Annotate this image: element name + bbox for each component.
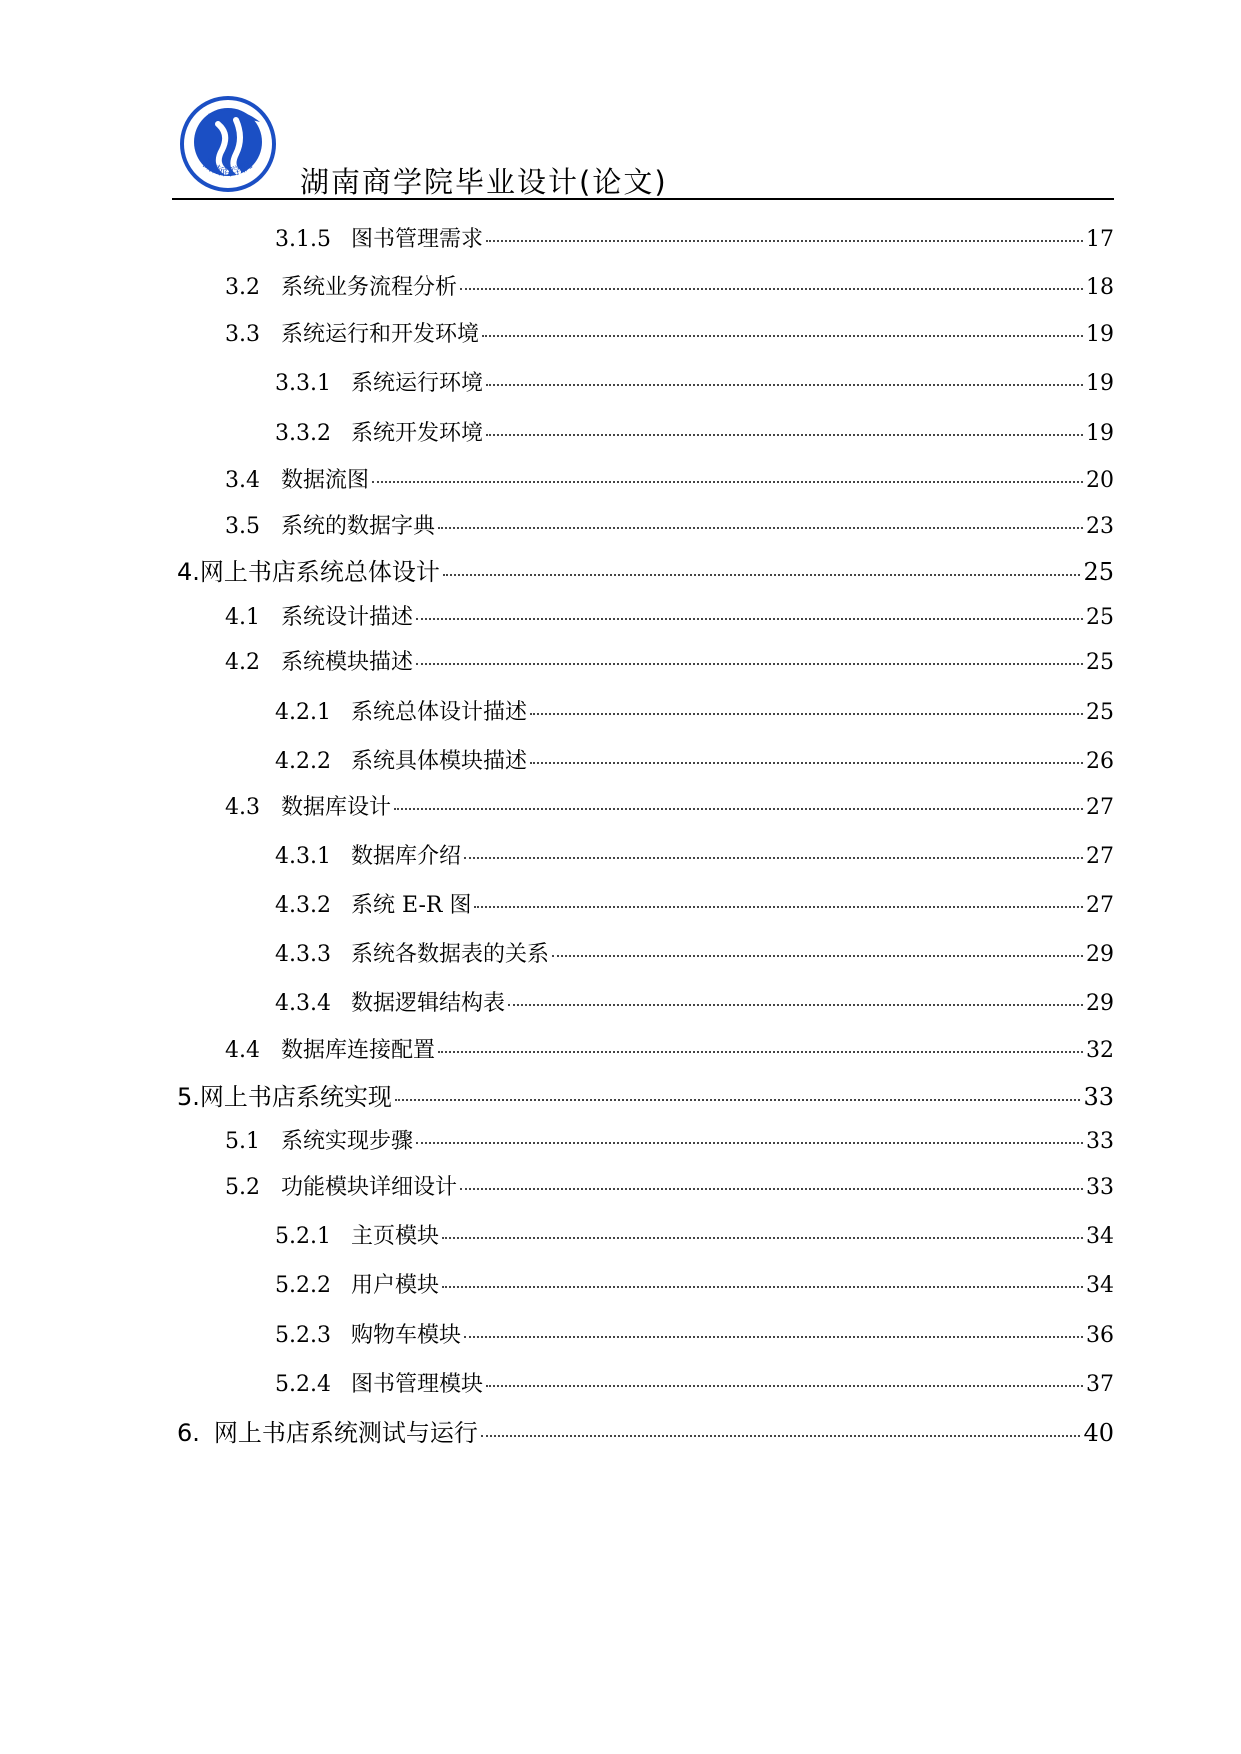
- toc-entry-5-1[interactable]: [225, 1124, 1114, 1154]
- toc-entry-4-2-2[interactable]: [275, 744, 1114, 774]
- toc-entry-number: 4.4: [225, 1038, 260, 1063]
- toc-dot-leader: [442, 1237, 1083, 1239]
- toc-entry-page-number: 33: [1086, 1175, 1114, 1200]
- logo-text: 湖南商学院: [200, 157, 255, 179]
- toc-entry-page-number: 26: [1086, 749, 1114, 774]
- toc-entry-page-number: 34: [1086, 1224, 1114, 1249]
- toc-entry-page-number: 25: [1083, 558, 1114, 586]
- toc-entry-title: 系统总体设计描述: [351, 700, 528, 725]
- toc-entry-number: 3.2: [225, 275, 260, 300]
- toc-entry-title: 系统各数据表的关系: [351, 942, 550, 967]
- toc-entry-3-3-2[interactable]: [275, 416, 1114, 446]
- toc-entry-title: 图书管理模块: [351, 1372, 484, 1397]
- toc-dot-leader: [486, 240, 1083, 242]
- toc-entry-page-number: 20: [1086, 468, 1114, 493]
- toc-entry-4-3-1[interactable]: [275, 839, 1114, 869]
- toc-entry-page-number: 33: [1086, 1129, 1114, 1154]
- toc-dot-leader: [394, 808, 1083, 810]
- toc-entry-title: 系统 E-R 图: [351, 893, 472, 918]
- toc-dot-leader: [460, 1188, 1083, 1190]
- toc-entry-title: 系统运行和开发环境: [281, 322, 480, 347]
- toc-dot-leader: [395, 1099, 1081, 1101]
- toc-entry-number: 4.3.4: [275, 991, 331, 1016]
- toc-entry-number: 3.5: [225, 514, 260, 539]
- toc-entry-4-4[interactable]: [225, 1033, 1114, 1063]
- toc-entry-4-1[interactable]: [225, 600, 1114, 630]
- document-header-title: 湖南商学院毕业设计(论文): [300, 165, 668, 199]
- toc-entry-5-2-1[interactable]: [275, 1219, 1114, 1249]
- toc-entry-number: 4.2: [225, 650, 260, 675]
- toc-entry-number: 3.1.5: [275, 227, 331, 252]
- toc-entry-page-number: 27: [1086, 795, 1114, 820]
- toc-entry-title: 网上书店系统总体设计: [199, 558, 440, 586]
- toc-entry-3-3[interactable]: [225, 317, 1114, 347]
- toc-entry-title: 主页模块: [351, 1224, 440, 1249]
- toc-dot-leader: [530, 762, 1083, 764]
- toc-entry-title: 用户模块: [351, 1273, 440, 1298]
- toc-entry-page-number: 18: [1086, 275, 1114, 300]
- toc-entry-page-number: 32: [1086, 1038, 1114, 1063]
- toc-entry-page-number: 40: [1083, 1419, 1114, 1447]
- toc-entry-5-2-3[interactable]: [275, 1318, 1114, 1348]
- toc-entry-number: 4.2.2: [275, 749, 331, 774]
- toc-entry-title: 系统实现步骤: [281, 1129, 414, 1154]
- toc-dot-leader: [486, 434, 1083, 436]
- toc-entry-page-number: 37: [1086, 1372, 1114, 1397]
- toc-entry-3-4[interactable]: [225, 463, 1114, 493]
- toc-entry-3-3-1[interactable]: [275, 366, 1114, 396]
- toc-entry-number: 4.3.3: [275, 942, 331, 967]
- toc-entry-page-number: 19: [1086, 421, 1114, 446]
- toc-entry-4-2-1[interactable]: [275, 695, 1114, 725]
- toc-entry-number: 5.2.4: [275, 1372, 331, 1397]
- toc-entry-title: 系统具体模块描述: [351, 749, 528, 774]
- toc-entry-page-number: 25: [1086, 700, 1114, 725]
- toc-entry-5-2-2[interactable]: [275, 1268, 1114, 1298]
- toc-entry-number: 3.3.1: [275, 371, 331, 396]
- toc-entry-title: 购物车模块: [351, 1323, 462, 1348]
- toc-entry-title: 系统开发环境: [351, 421, 484, 446]
- toc-entry-page-number: 29: [1086, 991, 1114, 1016]
- toc-entry-number: 5.: [177, 1083, 200, 1111]
- toc-entry-page-number: 36: [1086, 1323, 1114, 1348]
- toc-dot-leader: [464, 857, 1083, 859]
- toc-entry-page-number: 25: [1086, 650, 1114, 675]
- toc-entry-5-2-4[interactable]: [275, 1367, 1114, 1397]
- toc-entry-page-number: 19: [1086, 371, 1114, 396]
- toc-entry-title: 数据库介绍: [351, 844, 462, 869]
- toc-entry-title: 系统模块描述: [281, 650, 414, 675]
- toc-dot-leader: [482, 335, 1083, 337]
- toc-dot-leader: [508, 1004, 1083, 1006]
- toc-entry-4-3-2[interactable]: [275, 888, 1114, 918]
- toc-entry-page-number: 33: [1083, 1083, 1114, 1111]
- toc-entry-5-2[interactable]: [225, 1170, 1114, 1200]
- toc-dot-leader: [416, 663, 1083, 665]
- toc-entry-number: 4.3.1: [275, 844, 331, 869]
- toc-dot-leader: [416, 618, 1083, 620]
- toc-entry-number: 5.2.2: [275, 1273, 331, 1298]
- toc-entry-page-number: 27: [1086, 844, 1114, 869]
- toc-entry-page-number: 34: [1086, 1273, 1114, 1298]
- toc-dot-leader: [486, 384, 1083, 386]
- toc-entry-number: 4.3: [225, 795, 260, 820]
- toc-dot-leader: [438, 1051, 1083, 1053]
- toc-entry-page-number: 29: [1086, 942, 1114, 967]
- toc-entry-number: 4.2.1: [275, 700, 331, 725]
- toc-entry-5[interactable]: [177, 1077, 1114, 1111]
- toc-entry-title: 数据库设计: [281, 795, 392, 820]
- toc-entry-page-number: 23: [1086, 514, 1114, 539]
- toc-entry-number: 5.2: [225, 1175, 260, 1200]
- toc-entry-title: 图书管理需求: [351, 227, 484, 252]
- toc-entry-page-number: 19: [1086, 322, 1114, 347]
- toc-entry-number: 6.: [177, 1419, 200, 1447]
- toc-dot-leader: [438, 527, 1083, 529]
- toc-dot-leader: [486, 1385, 1083, 1387]
- toc-dot-leader: [443, 574, 1081, 576]
- toc-entry-6[interactable]: [177, 1413, 1114, 1447]
- toc-dot-leader: [460, 288, 1083, 290]
- toc-dot-leader: [552, 955, 1083, 957]
- toc-entry-page-number: 25: [1086, 605, 1114, 630]
- toc-entry-number: 4.: [177, 558, 200, 586]
- toc-entry-title: 数据库连接配置: [281, 1038, 436, 1063]
- toc-entry-page-number: 17: [1086, 227, 1114, 252]
- toc-entry-3-5[interactable]: [225, 509, 1114, 539]
- toc-entry-title: 系统运行环境: [351, 371, 484, 396]
- toc-entry-4[interactable]: [177, 552, 1114, 586]
- toc-entry-title: 系统设计描述: [281, 605, 414, 630]
- toc-entry-page-number: 27: [1086, 893, 1114, 918]
- toc-entry-title: 网上书店系统实现: [199, 1083, 392, 1111]
- toc-dot-leader: [372, 481, 1083, 483]
- toc-entry-number: 4.3.2: [275, 893, 331, 918]
- toc-dot-leader: [481, 1435, 1081, 1437]
- toc-entry-number: 3.3.2: [275, 421, 331, 446]
- toc-dot-leader: [464, 1336, 1083, 1338]
- toc-entry-4-3-3[interactable]: [275, 937, 1114, 967]
- toc-entry-4-2[interactable]: [225, 645, 1114, 675]
- toc-entry-number: 5.1: [225, 1129, 260, 1154]
- toc-entry-number: 3.4: [225, 468, 260, 493]
- toc-dot-leader: [474, 906, 1083, 908]
- toc-dot-leader: [530, 713, 1083, 715]
- toc-entry-title: 功能模块详细设计: [281, 1175, 458, 1200]
- toc-dot-leader: [416, 1142, 1083, 1144]
- toc-entry-title: 网上书店系统测试与运行: [213, 1419, 478, 1447]
- toc-entry-number: 5.2.1: [275, 1224, 331, 1249]
- toc-entry-title: 数据逻辑结构表: [351, 991, 506, 1016]
- toc-entry-title: 系统业务流程分析: [281, 275, 458, 300]
- toc-dot-leader: [442, 1286, 1083, 1288]
- toc-entry-3-1-5[interactable]: [275, 222, 1114, 252]
- toc-entry-4-3-4[interactable]: [275, 986, 1114, 1016]
- toc-entry-number: 5.2.3: [275, 1323, 331, 1348]
- toc-entry-4-3[interactable]: [225, 790, 1114, 820]
- toc-entry-number: 4.1: [225, 605, 260, 630]
- toc-entry-number: 3.3: [225, 322, 260, 347]
- toc-entry-title: 系统的数据字典: [281, 514, 436, 539]
- toc-entry-3-2[interactable]: [225, 270, 1114, 300]
- toc-entry-title: 数据流图: [281, 468, 370, 493]
